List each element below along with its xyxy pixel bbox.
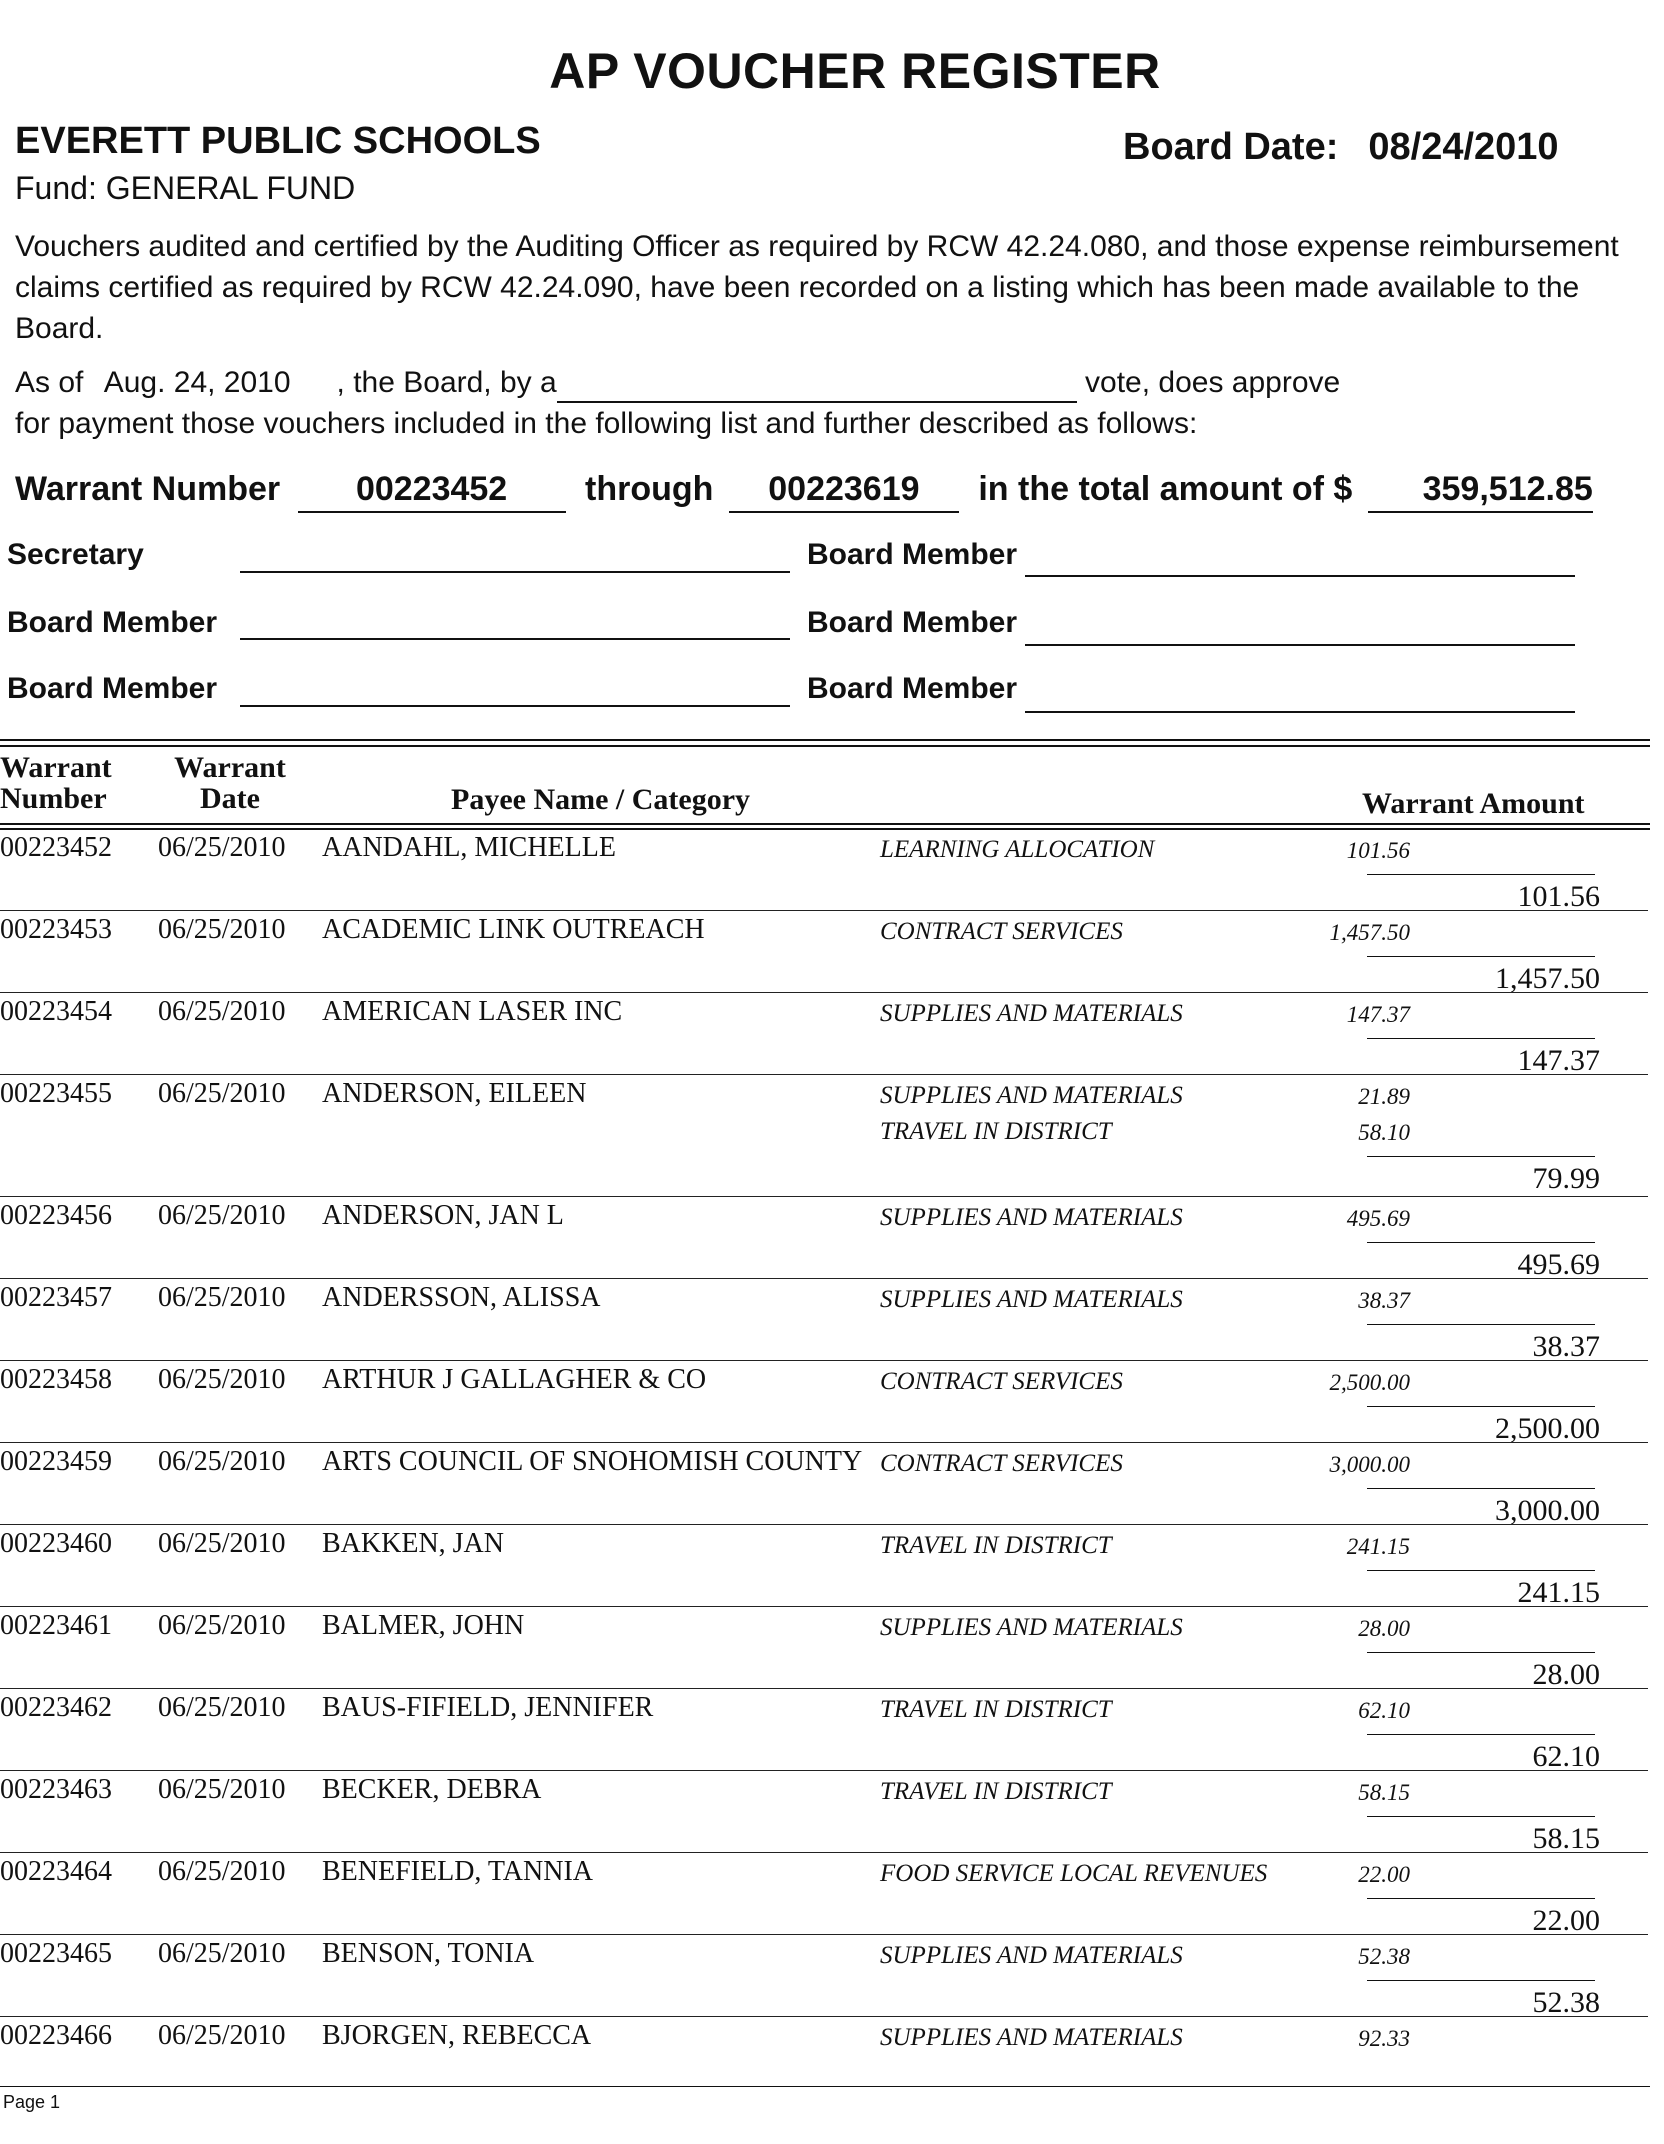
row-divider	[0, 1770, 1648, 1771]
warrant-number-label: Warrant Number	[15, 470, 281, 508]
table-row	[0, 1936, 1650, 2018]
warrant-date-cell: 06/25/2010	[158, 1938, 286, 1969]
warrant-date-cell: 06/25/2010	[158, 2020, 286, 2051]
warrant-number-cell: 00223462	[0, 1692, 112, 1723]
row-divider	[0, 1074, 1648, 1075]
subtotal-rule	[1367, 1156, 1595, 1157]
payee-name-cell: BAKKEN, JAN	[322, 1528, 504, 1559]
total-amount-label: in the total amount of $	[978, 470, 1353, 508]
board-date	[1123, 126, 1559, 169]
table-row	[0, 1690, 1650, 1772]
warrant-total-cell: 62.10	[1532, 1740, 1600, 1773]
board-date-value: 08/24/2010	[1368, 126, 1559, 168]
col-header-warrant-number	[0, 752, 112, 814]
warrant-number-cell: 00223460	[0, 1528, 112, 1559]
warrant-number-cell: 00223459	[0, 1446, 112, 1477]
subtotal-rule	[1367, 1570, 1595, 1571]
warrant-from: 00223452	[298, 470, 566, 513]
category-cell: LEARNING ALLOCATION	[880, 836, 1155, 863]
row-divider	[0, 2016, 1648, 2017]
category-cell: SUPPLIES AND MATERIALS	[880, 1614, 1183, 1641]
warrant-number-cell: 00223461	[0, 1610, 112, 1641]
row-divider	[0, 1278, 1648, 1279]
warrant-total-cell: 28.00	[1532, 1658, 1600, 1691]
warrant-date-cell: 06/25/2010	[158, 1528, 286, 1559]
row-divider	[0, 1196, 1648, 1197]
table-row	[0, 912, 1650, 994]
board-member-label: Board Member	[807, 538, 1018, 571]
subtotal-rule	[1367, 1980, 1595, 1981]
warrant-date-cell: 06/25/2010	[158, 832, 286, 863]
payee-name-cell: BALMER, JOHN	[322, 1610, 525, 1641]
board-date-label: Board Date:	[1123, 126, 1339, 168]
board-member-label: Board Member	[7, 606, 218, 639]
warrant-total-cell: 58.15	[1532, 1822, 1600, 1855]
table-row	[0, 1444, 1650, 1526]
warrant-to: 00223619	[729, 470, 959, 513]
line-amount-cell: 1,457.50	[1329, 920, 1410, 945]
secretary-label: Secretary	[7, 538, 144, 571]
warrant-number-cell: 00223452	[0, 832, 112, 863]
secretary-signature-line	[240, 571, 790, 573]
subtotal-rule	[1367, 1816, 1595, 1817]
fund-label: Fund: GENERAL FUND	[15, 170, 356, 206]
row-divider	[0, 1688, 1648, 1689]
table-row	[0, 1362, 1650, 1444]
category-cell: TRAVEL IN DISTRICT	[880, 1778, 1112, 1805]
warrant-number-cell: 00223458	[0, 1364, 112, 1395]
row-divider	[0, 1606, 1648, 1607]
warrant-number-cell: 00223466	[0, 2020, 112, 2051]
line-amount-cell: 3,000.00	[1329, 1452, 1410, 1477]
payee-name-cell: ANDERSON, EILEEN	[322, 1078, 587, 1109]
category-cell: TRAVEL IN DISTRICT	[880, 1532, 1112, 1559]
payee-name-cell: BENEFIELD, TANNIA	[322, 1856, 593, 1887]
warrant-date-cell: 06/25/2010	[158, 1282, 286, 1313]
row-divider	[0, 1934, 1648, 1935]
payee-name-cell: AANDAHL, MICHELLE	[322, 832, 616, 863]
line-amount-cell: 58.15	[1358, 1780, 1410, 1805]
subtotal-rule	[1367, 1652, 1595, 1653]
warrant-number-cell: 00223454	[0, 996, 112, 1027]
col-header-payee: Payee Name / Category	[451, 783, 751, 816]
category-cell: TRAVEL IN DISTRICT	[880, 1118, 1112, 1145]
category-cell: FOOD SERVICE LOCAL REVENUES	[880, 1860, 1268, 1887]
board-member-signature-line	[1025, 644, 1575, 646]
payee-name-cell: ARTS COUNCIL OF SNOHOMISH COUNTY	[322, 1446, 863, 1477]
organization-name: EVERETT PUBLIC SCHOOLS	[15, 120, 541, 162]
warrant-total-cell: 52.38	[1532, 1986, 1600, 2019]
as-of-mid: , the Board, by a	[336, 366, 557, 399]
table-row	[0, 830, 1650, 912]
subtotal-rule	[1367, 1406, 1595, 1407]
category-cell: SUPPLIES AND MATERIALS	[880, 1286, 1183, 1313]
warrant-total-cell: 495.69	[1517, 1248, 1600, 1281]
warrant-total-cell: 22.00	[1532, 1904, 1600, 1937]
as-of-prefix: As of	[15, 366, 84, 399]
category-cell: SUPPLIES AND MATERIALS	[880, 1082, 1183, 1109]
board-member-label: Board Member	[807, 606, 1018, 639]
category-cell: TRAVEL IN DISTRICT	[880, 1696, 1112, 1723]
payee-name-cell: BENSON, TONIA	[322, 1938, 535, 1969]
warrant-total-cell: 241.15	[1517, 1576, 1600, 1609]
category-cell: SUPPLIES AND MATERIALS	[880, 1000, 1183, 1027]
row-divider	[0, 910, 1648, 911]
as-of-date: Aug. 24, 2010	[103, 366, 291, 399]
warrant-date-cell: 06/25/2010	[158, 1364, 286, 1395]
category-cell: CONTRACT SERVICES	[880, 1368, 1123, 1395]
warrant-date-cell: 06/25/2010	[158, 1446, 286, 1477]
board-member-signature-line	[240, 705, 790, 707]
warrant-total-cell: 3,000.00	[1495, 1494, 1600, 1527]
warrant-number-cell: 00223464	[0, 1856, 112, 1887]
category-cell: CONTRACT SERVICES	[880, 1450, 1123, 1477]
warrant-number-cell: 00223455	[0, 1078, 112, 1109]
payee-name-cell: ANDERSON, JAN L	[322, 1200, 564, 1231]
warrant-date-cell: 06/25/2010	[158, 1610, 286, 1641]
warrant-range-line	[15, 470, 1593, 513]
row-divider	[0, 1442, 1648, 1443]
payee-name-cell: BAUS-FIFIELD, JENNIFER	[322, 1692, 654, 1723]
table-row	[0, 1198, 1650, 1280]
warrant-total-cell: 147.37	[1517, 1044, 1600, 1077]
category-cell: SUPPLIES AND MATERIALS	[880, 1204, 1183, 1231]
warrant-number-cell: 00223453	[0, 914, 112, 945]
certification-paragraph: Vouchers audited and certified by the Auditing Officer as required by RCW 42.24.080, and those expense reimbursement claims certified as required by RCW 42.24.090, have been recorded on a listing which has been made available to the Board.	[15, 230, 1619, 345]
warrant-number-cell: 00223457	[0, 1282, 112, 1313]
warrant-total-cell: 79.99	[1532, 1162, 1600, 1195]
line-amount-cell: 52.38	[1358, 1944, 1410, 1969]
approval-paragraph	[15, 362, 1635, 444]
warrant-number-cell: 00223465	[0, 1938, 112, 1969]
section-divider	[0, 745, 1650, 747]
warrant-date-cell: 06/25/2010	[158, 1078, 286, 1109]
payee-name-cell: AMERICAN LASER INC	[322, 996, 623, 1027]
subtotal-rule	[1367, 1242, 1595, 1243]
line-amount-cell: 92.33	[1358, 2026, 1410, 2051]
warrant-total-cell: 2,500.00	[1495, 1412, 1600, 1445]
page-number: Page 1	[3, 2092, 61, 2112]
as-of-suffix: vote, does approve	[1085, 366, 1341, 399]
board-member-signature-line	[1025, 575, 1575, 577]
warrant-date-cell: 06/25/2010	[158, 1774, 286, 1805]
payee-name-cell: ANDERSSON, ALISSA	[322, 1282, 601, 1313]
subtotal-rule	[1367, 956, 1595, 957]
line-amount-cell: 241.15	[1346, 1534, 1410, 1559]
payee-name-cell: BJORGEN, REBECCA	[322, 2020, 592, 2051]
warrant-number-cell: 00223463	[0, 1774, 112, 1805]
subtotal-rule	[1367, 1488, 1595, 1489]
subtotal-rule	[1367, 1324, 1595, 1325]
line-amount-cell: 21.89	[1358, 1084, 1410, 1109]
footer-rule	[0, 2086, 1650, 2087]
warrant-date-cell: 06/25/2010	[158, 1200, 286, 1231]
line-amount-cell: 2,500.00	[1329, 1370, 1410, 1395]
header-rule	[0, 823, 1650, 825]
col-header-line: Date	[200, 782, 260, 815]
through-label: through	[585, 470, 714, 508]
line-amount-cell: 147.37	[1346, 1002, 1410, 1027]
subtotal-rule	[1367, 1898, 1595, 1899]
board-member-signature-line	[240, 638, 790, 640]
col-header-line: Warrant	[0, 751, 112, 784]
subtotal-rule	[1367, 1038, 1595, 1039]
as-of-line2: for payment those vouchers included in the following list and further described as follows:	[15, 407, 1198, 440]
warrant-date-cell: 06/25/2010	[158, 914, 286, 945]
row-divider	[0, 1360, 1648, 1361]
warrant-date-cell: 06/25/2010	[158, 996, 286, 1027]
row-divider	[0, 1852, 1648, 1853]
category-cell: CONTRACT SERVICES	[880, 918, 1123, 945]
col-header-warrant-date	[170, 752, 290, 814]
table-row	[0, 994, 1650, 1076]
line-amount-cell: 38.37	[1358, 1288, 1410, 1313]
vote-blank-line	[557, 371, 1077, 403]
board-member-signature-line	[1025, 711, 1575, 713]
line-amount-cell: 495.69	[1346, 1206, 1410, 1231]
line-amount-cell: 28.00	[1358, 1616, 1410, 1641]
line-amount-cell: 22.00	[1358, 1862, 1410, 1887]
warrant-date-cell: 06/25/2010	[158, 1856, 286, 1887]
subtotal-rule	[1367, 1734, 1595, 1735]
col-header-line: Warrant	[174, 751, 286, 784]
table-row	[0, 1608, 1650, 1690]
section-divider	[0, 739, 1650, 741]
table-row	[0, 1076, 1650, 1198]
table-row	[0, 1772, 1650, 1854]
warrant-number-cell: 00223456	[0, 1200, 112, 1231]
category-cell: SUPPLIES AND MATERIALS	[880, 2024, 1183, 2051]
category-cell: SUPPLIES AND MATERIALS	[880, 1942, 1183, 1969]
document-title: AP VOUCHER REGISTER	[549, 43, 1161, 99]
subtotal-rule	[1367, 874, 1595, 875]
board-member-label: Board Member	[807, 672, 1018, 705]
line-amount-cell: 62.10	[1358, 1698, 1410, 1723]
payee-name-cell: BECKER, DEBRA	[322, 1774, 542, 1805]
board-member-label: Board Member	[7, 672, 218, 705]
warrant-total-cell: 101.56	[1517, 880, 1600, 913]
payee-name-cell: ARTHUR J GALLAGHER & CO	[322, 1364, 707, 1395]
col-header-line: Number	[0, 782, 107, 815]
table-row	[0, 1280, 1650, 1362]
warrant-date-cell: 06/25/2010	[158, 1692, 286, 1723]
table-row	[0, 1526, 1650, 1608]
row-divider	[0, 1524, 1648, 1525]
warrant-total-cell: 1,457.50	[1495, 962, 1600, 995]
table-row	[0, 1854, 1650, 1936]
payee-name-cell: ACADEMIC LINK OUTREACH	[322, 914, 705, 945]
table-row	[0, 2018, 1650, 2100]
col-header-amount: Warrant Amount	[1362, 787, 1585, 820]
line-amount-cell: 101.56	[1346, 838, 1410, 863]
warrant-total-cell: 38.37	[1532, 1330, 1600, 1363]
row-divider	[0, 992, 1648, 993]
line-amount-cell: 58.10	[1358, 1120, 1410, 1145]
warrant-total: 359,512.85	[1368, 470, 1593, 513]
